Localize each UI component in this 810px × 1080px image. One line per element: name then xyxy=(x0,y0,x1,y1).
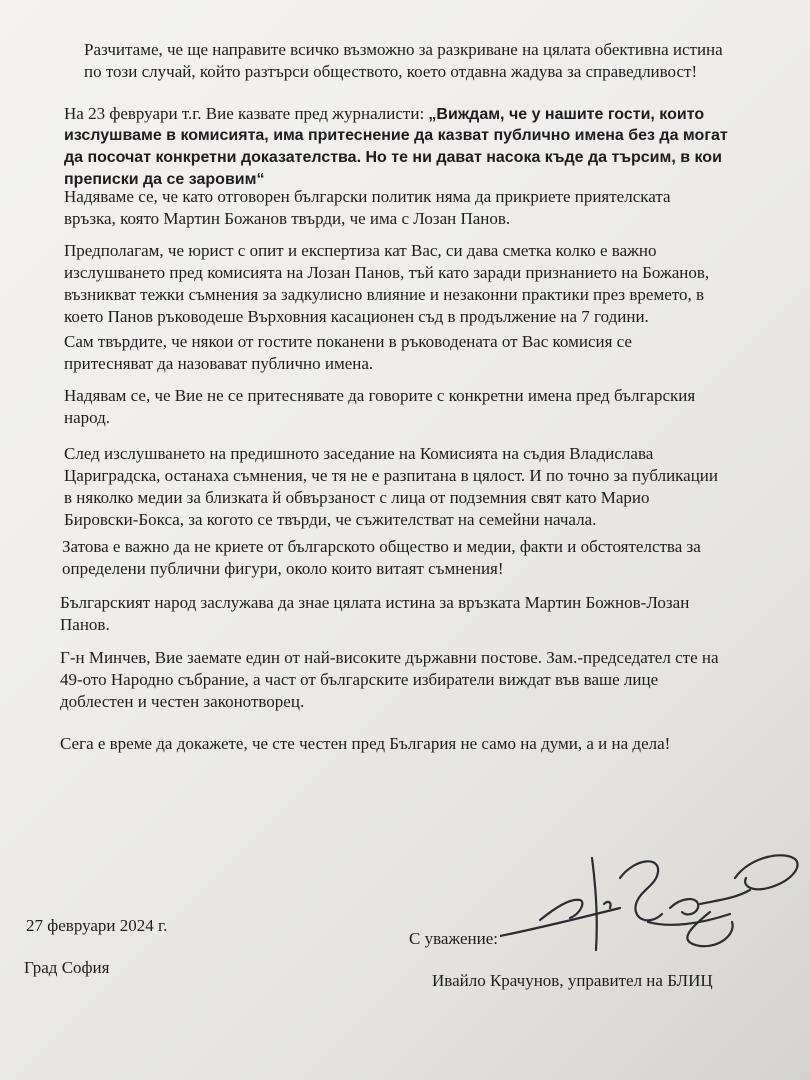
quote-paragraph xyxy=(64,103,704,126)
handwritten-signature xyxy=(500,838,800,958)
paragraph-9: Г-н Минчев, Вие заемате един от най-високите държавни постове. Зам.-председател сте на 49-ото Народно събрание, а част от българските избиратели виждат във ваше лице доблестен и честен законотворец. xyxy=(60,648,719,711)
paragraph-4: Сам твърдите, че някои от гостите поканени в ръководената от Вас комисия се притесняват да назовават публично имена. xyxy=(64,332,632,373)
paragraph-6: След изслушването на предишното заседание на Комисията на съдия Владислава Цариградска, останаха съмнения, че тя не е разпитана в цялост. И по точно за публикации в няколко медии за близката й обвързаност с лица от подземния свят като Марио Бировски-Бокса, за когото се твърди, че съжителстват на семейни начала. xyxy=(64,444,719,529)
signatory-name: Ивайло Крачунов, управител на БЛИЦ xyxy=(432,971,713,990)
paragraph-10: Сега е време да докажете, че сте честен пред България не само на думи, а и на дела! xyxy=(60,734,671,753)
paragraph-7: Затова е важно да не криете от българското общество и медии, факти и обстоятелства за определени публични фигури, около които витаят съмнения! xyxy=(62,537,701,578)
quote-text: „Виждам, че у нашите гости, които xyxy=(428,106,705,123)
quote-intro: На 23 февруари т.г. Вие казвате пред журналисти: xyxy=(64,104,425,123)
closing-phrase: С уважение: xyxy=(409,929,498,948)
paragraph-5: Надявам се, че Вие не се притеснявате да говорите с конкретни имена пред българския народ. xyxy=(64,386,696,427)
letter-city: Град София xyxy=(24,958,110,977)
paragraph-3: Предполагам, че юрист с опит и експертиза кат Вас, си дава сметка колко е важно изслушването пред комисията на Лозан Панов, тъй като заради признанието на Божанов, възникват тежки съмнения за задкулисно влияние и незаконни практики през времето, в което Панов ръководеше Върховния касационен съд в продължение на 7 години. xyxy=(64,241,710,326)
paragraph-2: Надяваме се, че като отговорен български политик няма да прикриете приятелската връзка, която Мартин Божанов твърди, че има с Лозан Панов. xyxy=(64,187,671,228)
paragraph-1: Разчитаме, че ще направите всичко възможно за разкриване на цялата обективна истина по този случай, който разтърси обществото, което отдавна жадува за справедливост! xyxy=(84,40,723,81)
letter-date: 27 февруари 2024 г. xyxy=(26,916,168,935)
paragraph-8: Българският народ заслужава да знае цялата истина за връзката Мартин Божнов-Лозан Панов. xyxy=(60,593,690,634)
quote-continuation: изслушваме в комисията, има притеснение да казват публично имена без да могат да посочат конкретни доказателства. Но те ни дават насока къде да търсим, в кои преписки да се заровим“ xyxy=(64,127,728,188)
